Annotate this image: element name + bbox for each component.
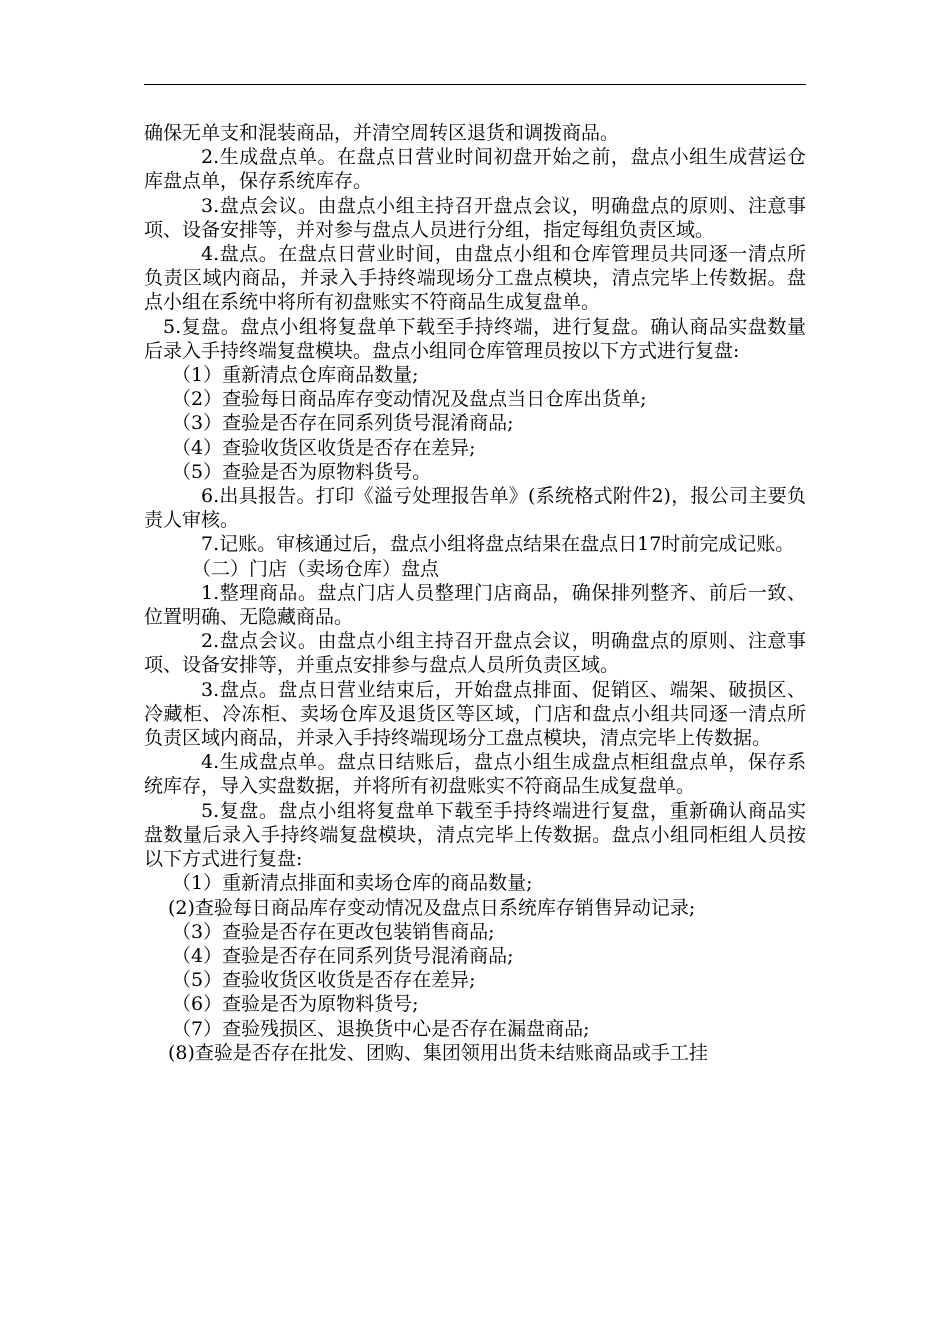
paragraph: 7.记账。审核通过后，盘点小组将盘点结果在盘点日17时前完成记账。	[201, 533, 795, 556]
paragraph: （3）查验是否存在同系列货号混淆商品;	[172, 412, 514, 435]
paragraph: （5）查验收货区收货是否存在差异;	[172, 969, 476, 992]
paragraph: （4）查验收货区收货是否存在差异;	[172, 436, 476, 459]
paragraph: （1）重新清点排面和卖场仓库的商品数量;	[172, 872, 533, 895]
paragraph: （6）查验是否为原物料货号;	[172, 993, 419, 1016]
paragraph: 1.整理商品。盘点门店人员整理门店商品，确保排列整齐、前后一致、位置明确、无隐藏商品。	[144, 581, 806, 629]
paragraph: 2.盘点会议。由盘点小组主持召开盘点会议，明确盘点的原则、注意事项、设备安排等，并重点安排参与盘点人员所负责区域。	[144, 630, 806, 677]
paragraph: 5.复盘。盘点小组将复盘单下载至手持终端进行复盘，重新确认商品实盘数量后录入手持终端复盘模块，清点完毕上传数据。盘点小组同柜组人员按以下方式进行复盘:	[144, 799, 806, 871]
paragraph: （1）重新清点仓库商品数量;	[172, 364, 419, 387]
document-body	[144, 121, 806, 1065]
paragraph: （5）查验是否为原物料货号。	[172, 460, 432, 483]
paragraph: （7）查验残损区、退换货中心是否存在漏盘商品;	[172, 1017, 590, 1040]
paragraph: （2）查验每日商品库存变动情况及盘点当日仓库出货单;	[172, 388, 647, 411]
paragraph: (2)查验每日商品库存变动情况及盘点日系统库存销售异动记录;	[168, 896, 696, 919]
paragraph: 3.盘点会议。由盘点小组主持召开盘点会议，明确盘点的原则、注意事项、设备安排等，并对参与盘点人员进行分组，指定每组负责区域。	[144, 194, 806, 241]
paragraph: (8)查验是否存在批发、团购、集团领用出货未结账商品或手工挂	[168, 1041, 708, 1064]
paragraph: 6.出具报告。打印《溢亏处理报告单》(系统格式附件2)，报公司主要负责人审核。	[144, 485, 806, 532]
paragraph: （4）查验是否存在同系列货号混淆商品;	[172, 944, 514, 967]
paragraph: 3.盘点。盘点日营业结束后，开始盘点排面、促销区、端架、破损区、冷藏柜、冷冻柜、卖场仓库及退货区等区域，门店和盘点小组共同逐一清点所负责区域内商品，并录入手持终端现场分工盘点模块，清点完毕上传数据。	[144, 678, 806, 750]
paragraph: 4.盘点。在盘点日营业时间，由盘点小组和仓库管理员共同逐一清点所负责区域内商品，并录入手持终端现场分工盘点模块，清点完毕上传数据。盘点小组在系统中将所有初盘账实不符商品生成复盘单。	[144, 243, 806, 314]
paragraph: （二）门店（卖场仓库）盘点	[192, 557, 440, 580]
paragraph: 2.生成盘点单。在盘点日营业时间初盘开始之前，盘点小组生成营运仓库盘点单，保存系统库存。	[144, 146, 806, 193]
paragraph: （3）查验是否存在更改包装销售商品;	[172, 920, 495, 943]
paragraph: 4.生成盘点单。盘点日结账后，盘点小组生成盘点柜组盘点单，保存系统库存，导入实盘数据，并将所有初盘账实不符商品生成复盘单。	[144, 751, 806, 798]
paragraph: 5.复盘。盘点小组将复盘单下载至手持终端，进行复盘。确认商品实盘数量后录入手持终端复盘模块。盘点小组同仓库管理员按以下方式进行复盘:	[144, 315, 806, 362]
header-rule	[144, 84, 806, 85]
paragraph: 确保无单支和混装商品，并清空周转区退货和调拨商品。	[144, 122, 620, 144]
